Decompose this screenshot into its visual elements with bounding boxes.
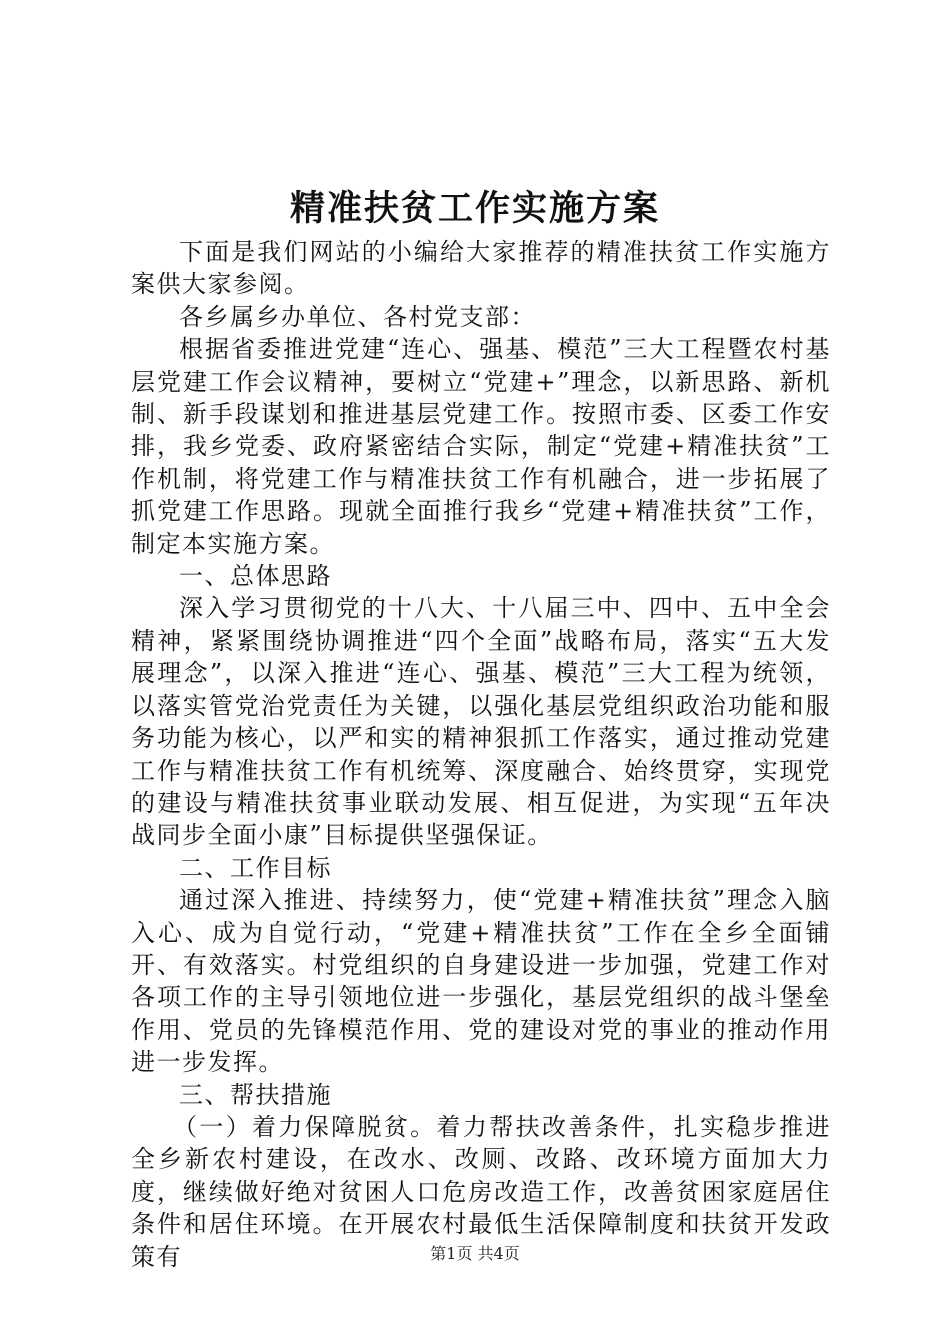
section-heading-work-goals: 二、工作目标 — [179, 853, 332, 882]
document-body — [131, 236, 831, 1273]
overall-approach-paragraph: 深入学习贯彻党的十八大、十八届三中、四中、五中全会精神，紧紧围绕协调推进“四个全面”战略布局，落实“五大发展理念”，以深入推进“连心、强基、模范”三大工程为统领，以落实管党治党责任为关键，以强化基层党组织政治功能和服务功能为核心，以严和实的精神狠抓工作落实，通过推动党建工作与精准扶贫工作有机统筹、深度融合、始终贯穿，实现党的建设与精准扶贫事业联动发展、相互促进，为实现“五年决战同步全面小康”目标提供坚强保证。 — [131, 594, 831, 850]
document-title: 精准扶贫工作实施方案 — [289, 188, 660, 229]
page-footer: 第1页 共4页 — [430, 1244, 520, 1263]
support-measure-item-1: （一）着力保障脱贫。着力帮扶改善条件，扎实稳步推进全乡新农村建设，在改水、改厕、改路、改环境方面加大力度，继续做好绝对贫困人口危房改造工作，改善贫困家庭居住条件和居住环境。在开展农村最低生活保障制度和扶贫开发政策有 — [131, 1112, 831, 1271]
intro-paragraph: 下面是我们网站的小编给大家推荐的精准扶贫工作实施方案供大家参阅。 — [131, 238, 831, 299]
section-heading-support-measures: 三、帮扶措施 — [179, 1080, 332, 1109]
salutation-paragraph: 各乡属乡办单位、各村党支部： — [179, 302, 536, 331]
section-heading-overall-approach: 一、总体思路 — [179, 562, 332, 591]
background-paragraph: 根据省委推进党建“连心、强基、模范”三大工程暨农村基层党建工作会议精神，要树立“党建+”理念，以新思路、新机制、新手段谋划和推进基层党建工作。按照市委、区委工作安排，我乡党委、政府紧密结合实际，制定“党建+精准扶贫”工作机制，将党建工作与精准扶贫工作有机融合，进一步拓展了抓党建工作思路。现就全面推行我乡“党建+精准扶贫”工作，制定本实施方案。 — [131, 335, 831, 558]
work-goals-paragraph: 通过深入推进、持续努力，使“党建+精准扶贫”理念入脑入心、成为自觉行动，“党建+精准扶贫”工作在全乡全面铺开、有效落实。村党组织的自身建设进一步加强，党建工作对各项工作的主导引领地位进一步强化，基层党组织的战斗堡垒作用、党员的先锋模范作用、党的建设对党的事业的推动作用进一步发挥。 — [131, 886, 831, 1077]
